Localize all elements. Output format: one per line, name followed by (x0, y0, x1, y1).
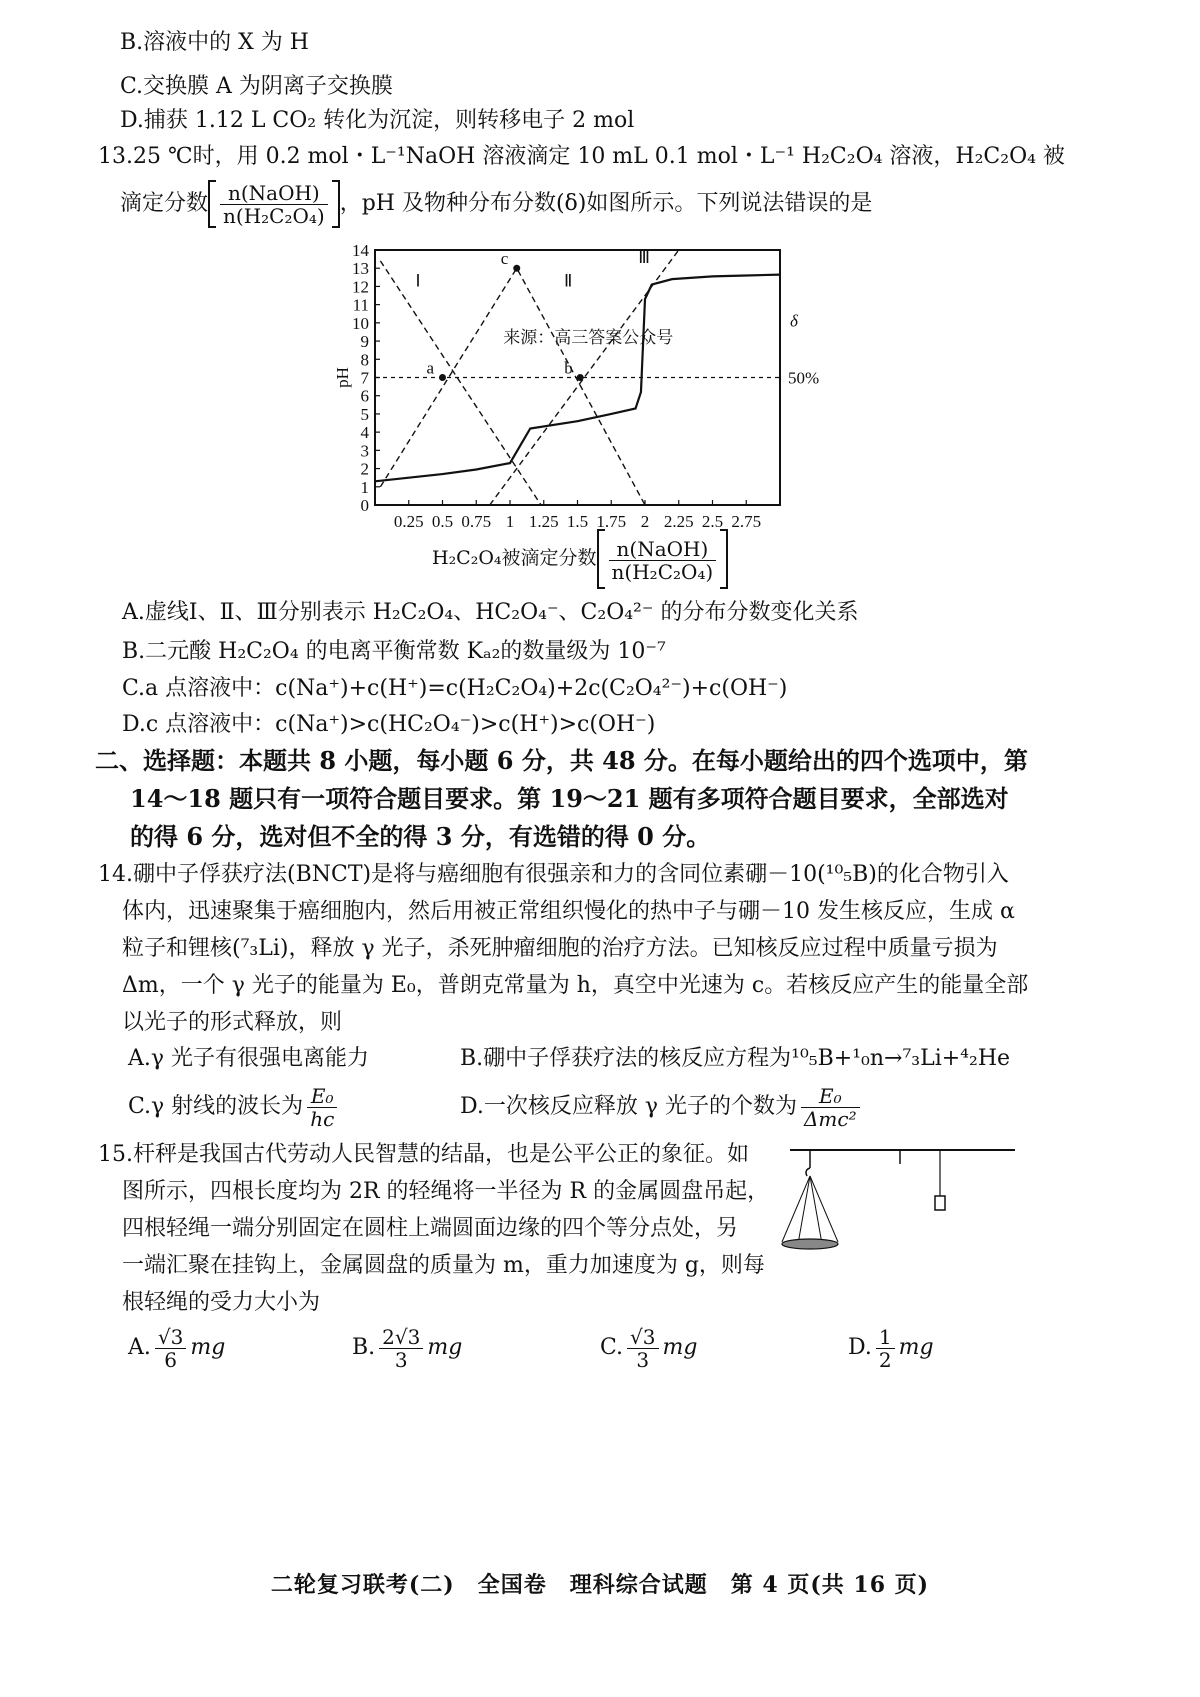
x-tick-label: 1.25 (528, 512, 559, 531)
y-tick-label: 1 (360, 477, 369, 497)
x-tick-label: 2.75 (731, 512, 762, 531)
y-tick-label: 13 (352, 259, 369, 279)
point-a (439, 374, 446, 381)
q14-option-d-prefix: D.一次核反应释放 γ 光子的个数为 (460, 1094, 797, 1119)
x-tick-label: 2 (640, 512, 650, 531)
q15-option-c-num: √3 (627, 1326, 658, 1349)
q15-option-a-num: √3 (155, 1326, 186, 1349)
delta-label: δ (790, 311, 798, 331)
q15-option-c (600, 1318, 697, 1378)
q15-option-b-suffix: mg (427, 1335, 463, 1360)
q13-stem-line2 (120, 180, 872, 228)
curve-label: Ⅰ (415, 271, 421, 291)
q15-option-a (128, 1318, 225, 1378)
q15-line3: 四根轻绳一端分别固定在圆柱上端圆面边缘的四个等分点处，另 (122, 1216, 739, 1241)
fifty-percent-label: 50% (788, 368, 820, 388)
q14-option-d-num: E₀ (801, 1085, 860, 1108)
chart-xlabel-den: n(H₂C₂O₄) (611, 559, 714, 584)
q13-frac-num: n(NaOH) (220, 182, 328, 205)
q14-option-b: B.硼中子俘获疗法的核反应方程为¹⁰₅B+¹₀n→⁷₃Li+⁴₂He (460, 1046, 1011, 1071)
q15-line1: 15.杆秤是我国古代劳动人民智慧的结晶，也是公平公正的象征。如 (98, 1142, 749, 1167)
y-tick-label: 11 (352, 295, 369, 315)
q14-line3: 粒子和锂核(⁷₃Li)，释放 γ 光子，杀死肿瘤细胞的治疗方法。已知核反应过程中质量亏损为 (122, 936, 998, 961)
steelyard-figure (770, 1140, 1020, 1290)
x-tick-label: 1 (505, 512, 515, 531)
y-tick-label: 3 (360, 441, 369, 461)
y-tick-label: 7 (360, 368, 369, 388)
y-tick-label: 10 (352, 313, 369, 333)
x-tick-label: 0.25 (393, 512, 424, 531)
q15-line2: 图所示，四根长度均为 2R 的轻绳将一半径为 R 的金属圆盘吊起， (122, 1179, 770, 1204)
q15-option-a-den: 6 (164, 1347, 177, 1372)
q15-option-d-num: 1 (876, 1326, 895, 1349)
q15-option-d (848, 1318, 934, 1378)
page-footer: 二轮复习联考(二) 全国卷 理科综合试题 第 4 页(共 16 页) (270, 1572, 930, 1598)
q13-stem-line1: 13.25 ℃时，用 0.2 mol・L⁻¹NaOH 溶液滴定 10 mL 0.1 mol・L⁻¹ H₂C₂O₄ 溶液，H₂C₂O₄ 被 (98, 144, 1065, 169)
q14-option-d (460, 1082, 864, 1132)
q15-line4: 一端汇聚在挂钩上，金属圆盘的质量为 m，重力加速度为 g，则每 (122, 1253, 765, 1278)
q15-option-c-suffix: mg (662, 1335, 698, 1360)
chart-xlabel-prefix: H₂C₂O₄被滴定分数 (432, 547, 597, 569)
q15-option-b-den: 3 (394, 1347, 408, 1372)
section2-line1: 二、选择题：本题共 8 小题，每小题 6 分，共 48 分。在每小题给出的四个选项中，第 (95, 746, 1028, 775)
y-tick-label: 9 (360, 332, 369, 352)
q14-option-c-prefix: C.γ 射线的波长为 (128, 1094, 304, 1119)
x-tick-label: 0.5 (431, 512, 454, 531)
q13-stem-prefix: 滴定分数 (120, 191, 209, 216)
chart-xlabel (432, 528, 728, 589)
q12-option-c: C.交换膜 A 为阴离子交换膜 (120, 74, 393, 99)
point-label-a: a (426, 358, 435, 378)
q14-option-c (128, 1082, 341, 1132)
y-axis-label: pH (333, 367, 352, 388)
q15-option-c-prefix: C. (600, 1335, 624, 1360)
q14-line2: 体内，迅速聚集于癌细胞内，然后用被正常组织慢化的热中子与硼－10 发生核反应，生成 α (122, 899, 1015, 924)
q15-option-d-suffix: mg (898, 1335, 934, 1360)
y-tick-label: 6 (360, 386, 369, 406)
q15-option-d-den: 2 (878, 1347, 892, 1372)
q14-option-c-num: E₀ (307, 1085, 337, 1108)
q15-line5: 根轻绳的受力大小为 (122, 1290, 321, 1315)
q15-option-b (352, 1318, 462, 1378)
q13-option-c: C.a 点溶液中：c(Na⁺)+c(H⁺)=c(H₂C₂O₄)+2c(C₂O₄²⁻)+c(OH⁻) (122, 676, 788, 701)
q12-option-b: B.溶液中的 X 为 H (120, 30, 309, 55)
x-tick-label: 2.5 (701, 512, 724, 531)
point-label-b: b (564, 358, 573, 378)
q14-option-d-den: Δmc² (803, 1106, 857, 1131)
y-tick-label: 2 (360, 459, 369, 479)
x-tick-label: 2.25 (663, 512, 694, 531)
q12-option-d: D.捕获 1.12 L CO₂ 转化为沉淀，则转移电子 2 mol (120, 108, 635, 133)
q14-line1: 14.硼中子俘获疗法(BNCT)是将与癌细胞有很强亲和力的含同位素硼－10(¹⁰₅B)的化合物引入 (98, 862, 1009, 887)
y-tick-label: 0 (360, 496, 369, 515)
y-tick-label: 4 (360, 423, 369, 443)
q13-option-a: A.虚线Ⅰ、Ⅱ、Ⅲ分别表示 H₂C₂O₄、HC₂O₄⁻、C₂O₄²⁻ 的分布分数变化关系 (122, 600, 859, 625)
x-tick-label: 0.75 (461, 512, 492, 531)
q15-option-a-suffix: mg (190, 1335, 226, 1360)
point-c (513, 265, 520, 272)
q15-option-b-num: 2√3 (379, 1326, 423, 1349)
q15-option-d-prefix: D. (848, 1335, 872, 1360)
watermark-text: 来源：高三答案公众号 (503, 327, 674, 347)
q13-option-d: D.c 点溶液中：c(Na⁺)>c(HC₂O₄⁻)>c(H⁺)>c(OH⁻) (122, 712, 656, 737)
q14-line5: 以光子的形式释放，则 (122, 1010, 343, 1035)
q15-option-b-prefix: B. (352, 1335, 376, 1360)
x-tick-label: 1.5 (566, 512, 589, 531)
chart-xlabel-bracket (597, 529, 729, 589)
point-label-c: c (500, 249, 509, 269)
y-tick-label: 14 (352, 241, 369, 260)
q13-option-b: B.二元酸 H₂C₂O₄ 的电离平衡常数 Kₐ₂的数量级为 10⁻⁷ (122, 639, 666, 664)
q13-frac-den: n(H₂C₂O₄) (223, 203, 325, 228)
chart-xlabel-num: n(NaOH) (609, 538, 717, 561)
y-tick-label: 8 (360, 350, 369, 370)
q13-fraction-bracket (208, 180, 340, 228)
series-line-Ⅱ (380, 268, 645, 505)
y-tick-label: 12 (352, 277, 369, 297)
point-b (577, 374, 584, 381)
q13-stem-suffix: ，pH 及物种分布分数(δ)如图所示。下列说法错误的是 (339, 191, 873, 216)
q14-option-c-den: hc (310, 1106, 335, 1131)
q15-option-a-prefix: A. (128, 1335, 151, 1360)
q14-option-a: A.γ 光子有很强电离能力 (128, 1046, 370, 1071)
curve-label: Ⅲ (638, 247, 650, 267)
section2-line2: 14～18 题只有一项符合题目要求。第 19～21 题有多项符合题目要求，全部选对 (130, 784, 1009, 813)
q15-option-c-den: 3 (636, 1347, 650, 1372)
section2-line3: 的得 6 分，选对但不全的得 3 分，有选错的得 0 分。 (130, 822, 711, 851)
x-tick-label: 1.75 (596, 512, 627, 531)
y-tick-label: 5 (360, 404, 369, 424)
curve-label: Ⅱ (564, 271, 573, 291)
q14-line4: Δm，一个 γ 光子的能量为 E₀，普朗克常量为 h，真空中光速为 c。若核反应产生的能量全部 (122, 973, 1029, 998)
